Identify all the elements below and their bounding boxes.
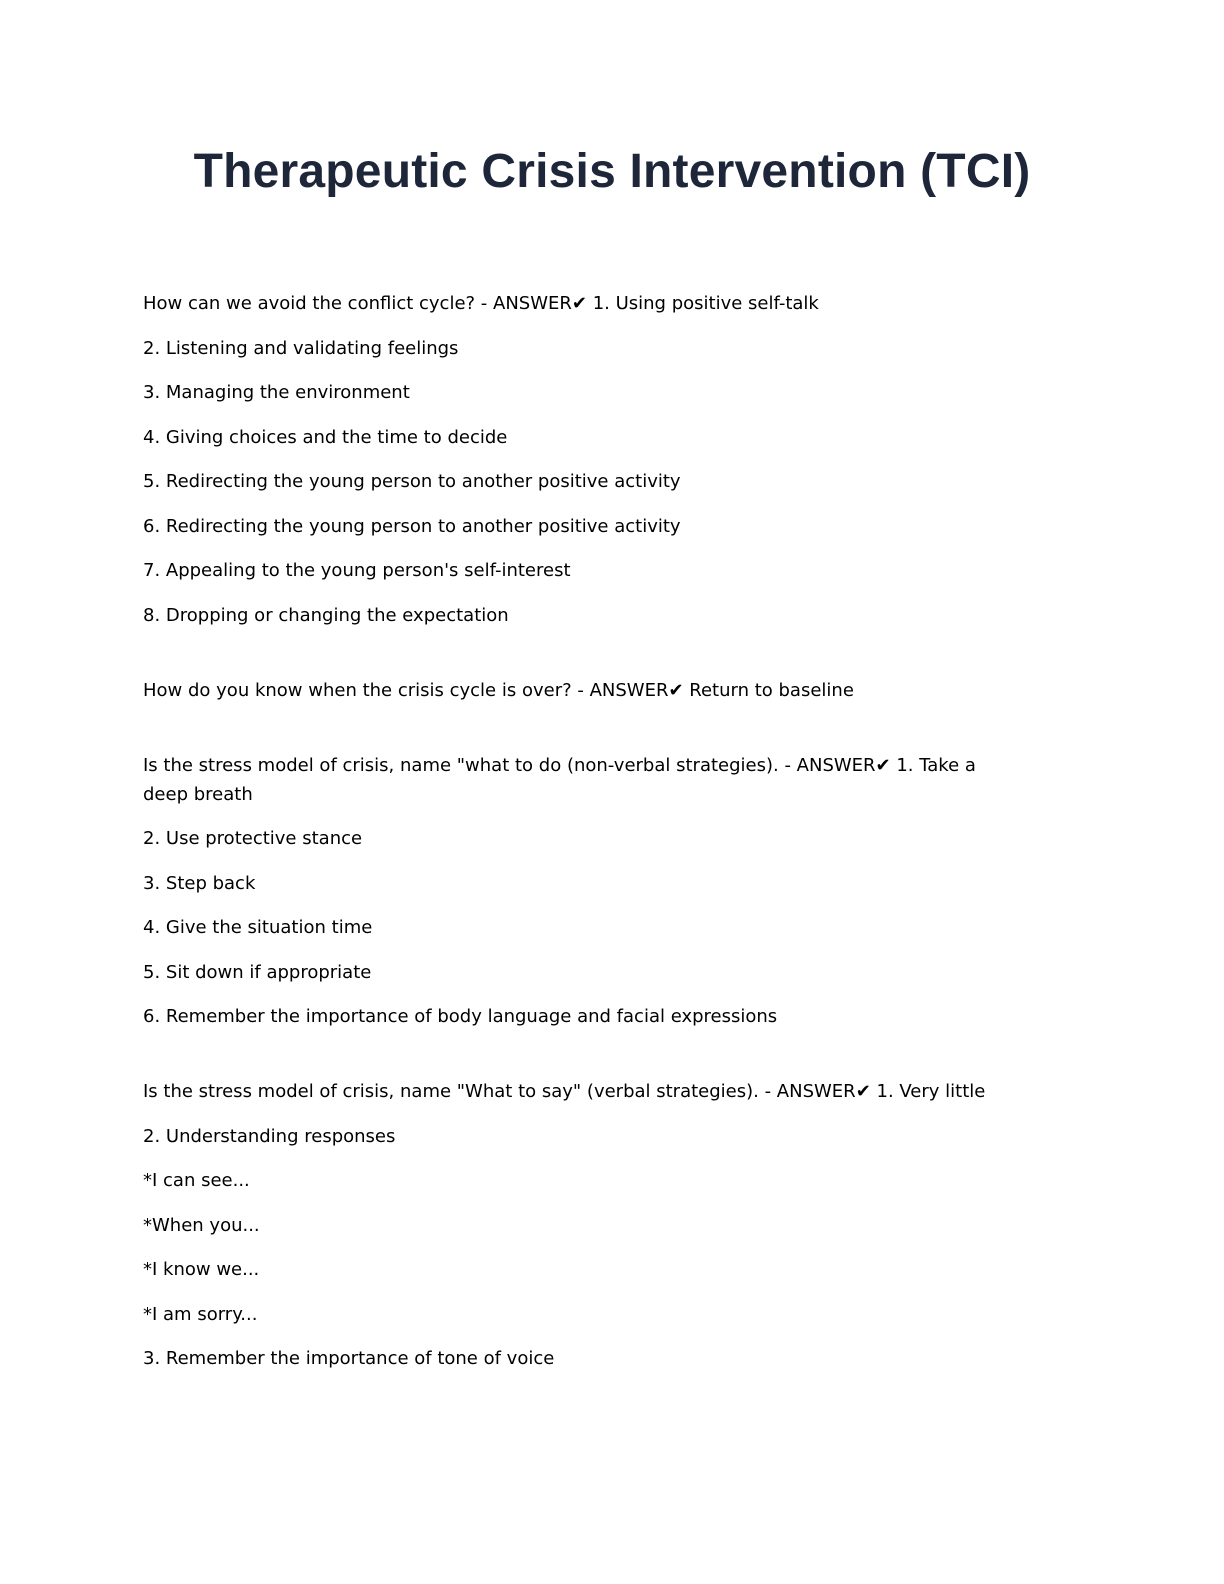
answer-line: *I know we... (143, 1259, 260, 1280)
answer-line: 4. Give the situation time (143, 917, 373, 938)
answer-line: *I am sorry... (143, 1303, 258, 1325)
answer-line: 5. Sit down if appropriate (143, 961, 372, 983)
answer-line: 3. Managing the environment (143, 382, 410, 403)
answer-line: 8. Dropping or changing the expectation (143, 604, 509, 626)
qa-section-what-to-do (143, 751, 1023, 1032)
answer-line: 6. Remember the importance of body language and facial expressions (143, 1006, 778, 1027)
answer-line: 3. Step back (143, 872, 256, 894)
answer-line: 2. Use protective stance (143, 828, 363, 849)
question-line: How can we avoid the conflict cycle? - ANSWER✔ 1. Using positive self-talk (143, 293, 819, 314)
qa-section-conflict-cycle (143, 289, 1023, 630)
answer-line: 7. Appealing to the young person's self-interest (143, 560, 571, 581)
question-line: Is the stress model of crisis, name "what to do (non-verbal strategies). - ANSWER✔ 1. Take a deep breath (143, 754, 976, 805)
answer-line: 3. Remember the importance of tone of voice (143, 1348, 555, 1369)
answer-line: *I can see... (143, 1170, 250, 1191)
document-title: Therapeutic Crisis Intervention (TCI) (193, 145, 1031, 198)
answer-line: 5. Redirecting the young person to another positive activity (143, 471, 681, 492)
answer-line: 6. Redirecting the young person to another positive activity (143, 515, 681, 537)
answer-line: 4. Giving choices and the time to decide (143, 426, 508, 448)
answer-line: 2. Listening and validating feelings (143, 337, 459, 359)
question-line: Is the stress model of crisis, name "What to say" (verbal strategies). - ANSWER✔ 1. Very little (143, 1081, 986, 1102)
question-line: How do you know when the crisis cycle is over? - ANSWER✔ Return to baseline (143, 679, 854, 701)
qa-section-crisis-over (143, 676, 1023, 705)
answer-line: *When you... (143, 1214, 260, 1236)
qa-section-what-to-say (143, 1077, 1023, 1373)
document-body (143, 289, 1023, 1419)
answer-line: 2. Understanding responses (143, 1125, 396, 1147)
